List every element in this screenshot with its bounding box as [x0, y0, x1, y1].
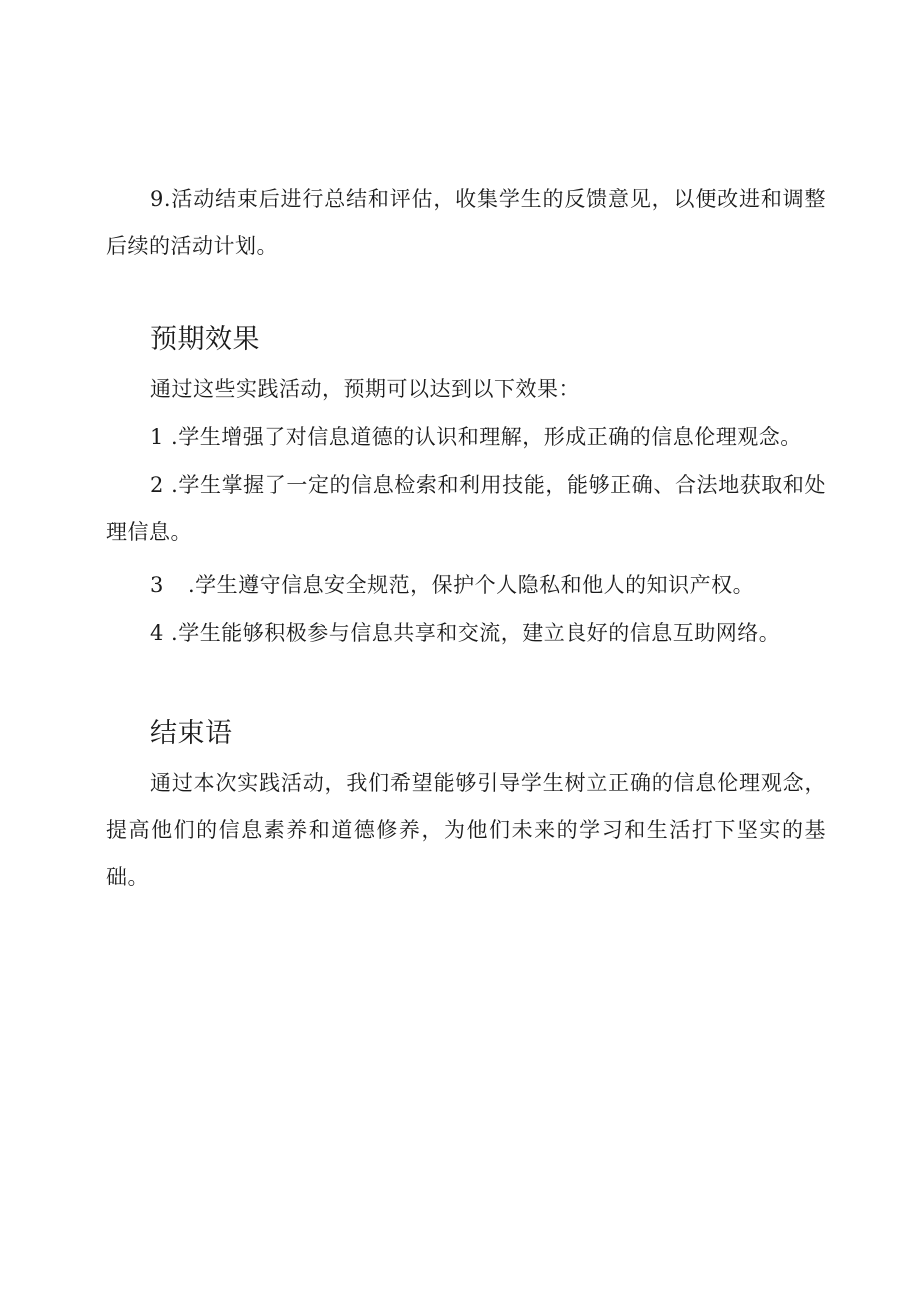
- expected-effects-heading: 预期效果: [150, 324, 260, 355]
- expected-item-2-number: 2: [150, 473, 164, 497]
- expected-item-3: [106, 562, 826, 609]
- expected-item-4: [106, 610, 826, 657]
- expected-item-2-text: .学生掌握了一定的信息检索和利用技能，能够正确、合法地获取和处理信息。: [106, 473, 826, 544]
- expected-item-4-number: 4: [150, 621, 164, 645]
- expected-item-3-number: 3: [150, 573, 164, 597]
- expected-item-3-text: .学生遵守信息安全规范，保护个人隐私和他人的知识产权。: [188, 573, 755, 597]
- expected-item-1: [106, 414, 826, 461]
- expected-item-1-text: .学生增强了对信息道德的认识和理解，形成正确的信息伦理观念。: [163, 425, 802, 449]
- conclusion-heading: 结束语: [150, 718, 233, 749]
- item-9-paragraph: [106, 176, 826, 270]
- expected-item-4-text: .学生能够积极参与信息共享和交流，建立良好的信息互助网络。: [163, 621, 781, 645]
- expected-item-1-number: 1: [150, 425, 164, 449]
- expected-item-2: [106, 462, 826, 556]
- item-9-text: .活动结束后进行总结和评估，收集学生的反馈意见，以便改进和调整后续的活动计划。: [106, 187, 826, 258]
- item-9-number: 9: [150, 187, 164, 211]
- conclusion-paragraph: 通过本次实践活动，我们希望能够引导学生树立正确的信息伦理观念，提高他们的信息素养和道德修养，为他们未来的学习和生活打下坚实的基础。: [106, 771, 826, 889]
- expected-intro-paragraph: 通过这些实践活动，预期可以达到以下效果：: [150, 377, 580, 401]
